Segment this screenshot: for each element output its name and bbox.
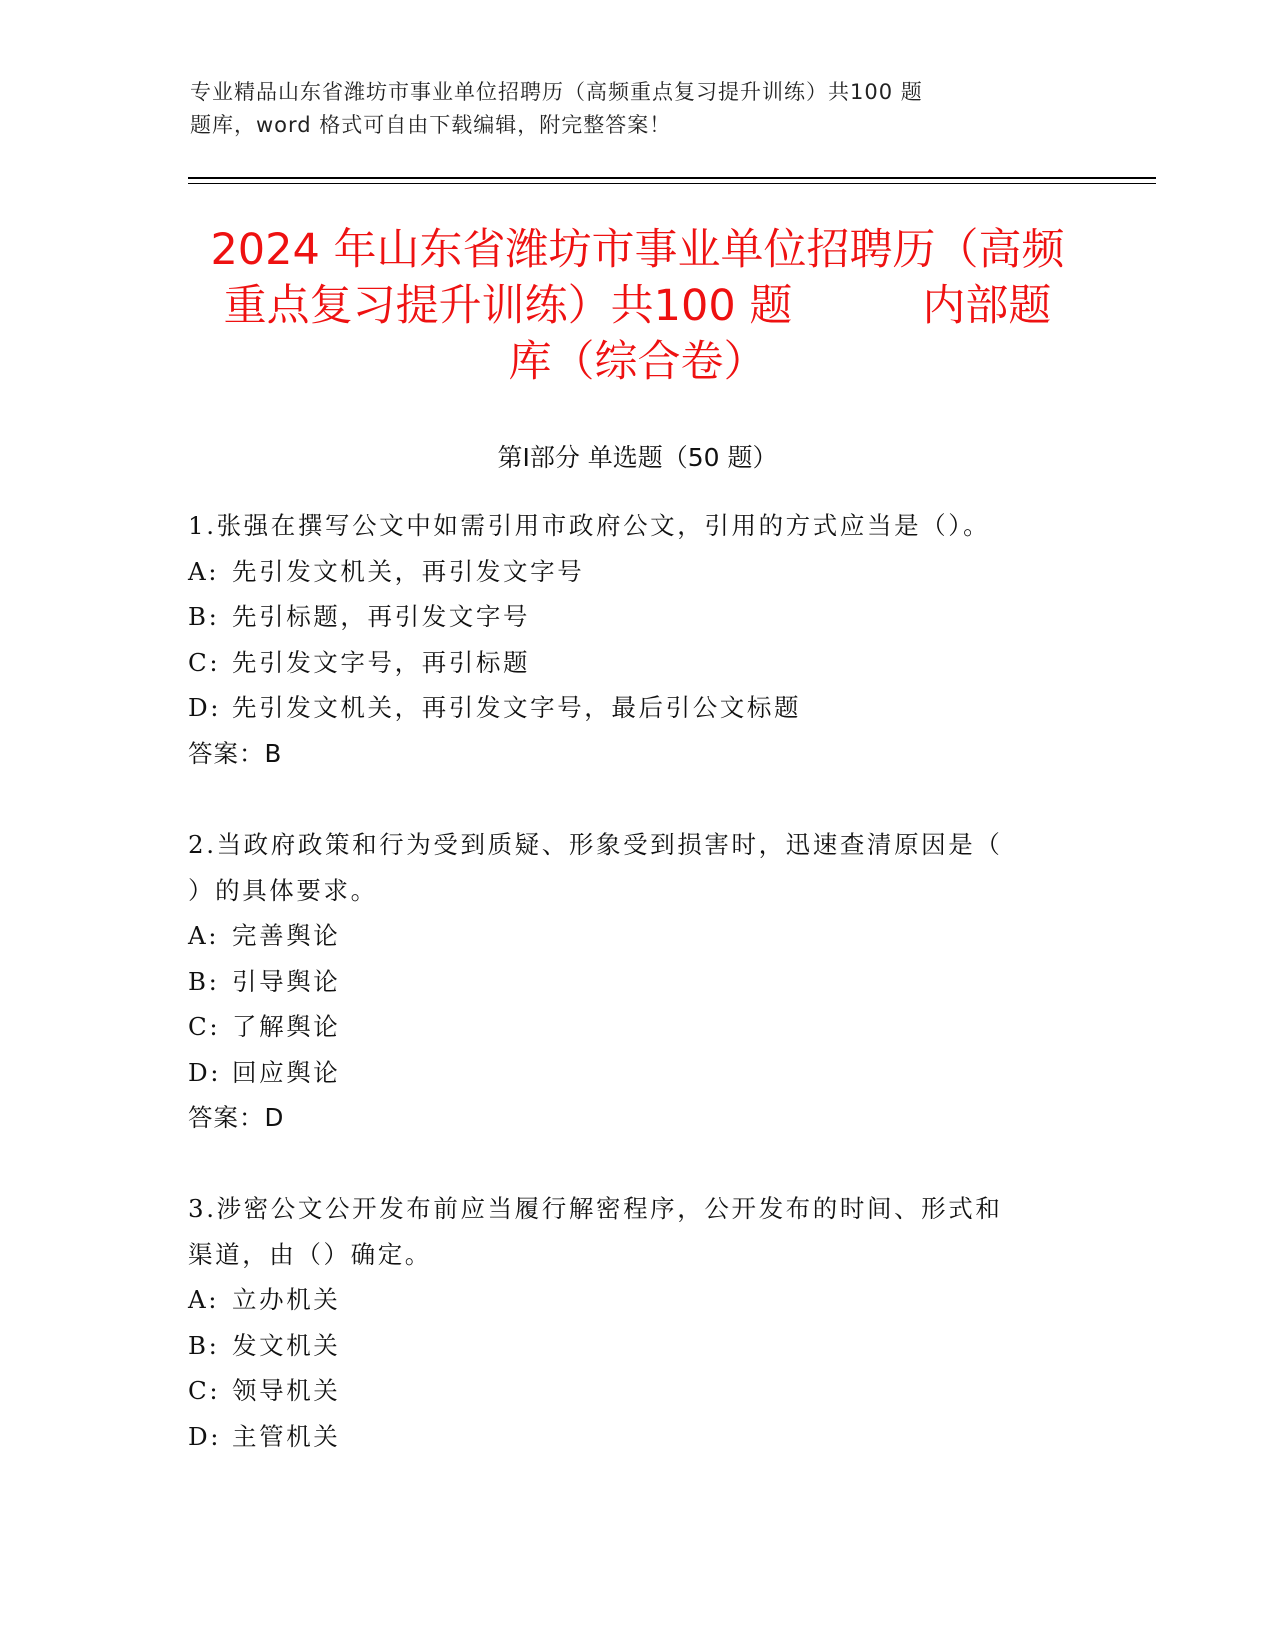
option-text: 先引发文机关，再引发文字号，最后引公文标题 <box>232 693 802 722</box>
question-stem: 3.涉密公文公开发布前应当履行解密程序，公开发布的时间、形式和 <box>188 1194 1003 1223</box>
option-key: D: <box>188 1057 222 1087</box>
header-divider-thin <box>188 183 1156 184</box>
option-a <box>188 913 1068 959</box>
option-a <box>188 1277 1068 1323</box>
title-line-right: 内部题 <box>922 281 1052 331</box>
option-text: 发文机关 <box>232 1330 341 1360</box>
option-a <box>188 549 1068 595</box>
option-d <box>188 1414 1068 1460</box>
option-text: 立办机关 <box>232 1285 341 1314</box>
header-note-line: 题库，word 格式可自由下载编辑，附完整答案！ <box>190 113 672 137</box>
option-text: 了解舆论 <box>232 1012 341 1041</box>
header-note-line: 专业精品山东省潍坊市事业单位招聘历（高频重点复习提升训练）共100 题 <box>190 80 923 104</box>
option-c <box>188 1368 1068 1414</box>
option-c <box>188 1004 1068 1050</box>
option-b <box>188 959 1068 1005</box>
option-key: C: <box>188 1012 221 1041</box>
question-2 <box>188 822 1068 1141</box>
section-heading: 第Ⅰ部分 单选题（50 题） <box>497 443 778 472</box>
option-b <box>188 594 1068 640</box>
question-1 <box>188 503 1068 776</box>
option-key: A: <box>188 1285 220 1314</box>
option-key: A: <box>188 921 220 950</box>
title-line: 库（综合卷） <box>508 337 767 387</box>
answer: 答案：B <box>188 738 283 768</box>
option-key: C: <box>188 647 221 677</box>
option-text: 主管机关 <box>232 1421 341 1451</box>
title-line-left: 重点复习提升训练）共100 题 <box>223 281 793 331</box>
header-divider <box>188 177 1156 179</box>
option-text: 回应舆论 <box>232 1057 341 1087</box>
option-key: B: <box>188 966 220 996</box>
option-c <box>188 640 1068 686</box>
option-key: D: <box>188 693 222 722</box>
question-stem: 2.当政府政策和行为受到质疑、形象受到损害时，迅速查清原因是（ <box>188 830 1003 859</box>
title-line <box>150 278 1125 334</box>
option-text: 先引发文机关，再引发文字号 <box>232 556 585 586</box>
option-key: B: <box>188 1330 220 1360</box>
option-text: 先引发文字号，再引标题 <box>232 647 531 677</box>
option-text: 引导舆论 <box>232 966 341 996</box>
option-d <box>188 1050 1068 1096</box>
question-stem-continued: ）的具体要求。 <box>188 875 378 905</box>
header-note <box>190 76 1050 142</box>
option-text: 先引标题，再引发文字号 <box>232 602 531 631</box>
option-text: 领导机关 <box>232 1376 341 1405</box>
option-text: 完善舆论 <box>232 921 341 950</box>
question-stem-continued: 渠道，由（）确定。 <box>188 1239 432 1269</box>
question-3 <box>188 1186 1068 1459</box>
document-title <box>150 222 1125 390</box>
option-key: A: <box>188 556 220 586</box>
option-b <box>188 1323 1068 1369</box>
title-line: 2024 年山东省潍坊市事业单位招聘历（高频 <box>210 225 1065 275</box>
answer: 答案：D <box>188 1103 285 1132</box>
question-stem: 1.张强在撰写公文中如需引用市政府公文，引用的方式应当是（）。 <box>188 511 991 540</box>
option-key: B: <box>188 602 220 631</box>
option-key: D: <box>188 1421 222 1451</box>
option-d <box>188 685 1068 731</box>
option-key: C: <box>188 1376 221 1405</box>
